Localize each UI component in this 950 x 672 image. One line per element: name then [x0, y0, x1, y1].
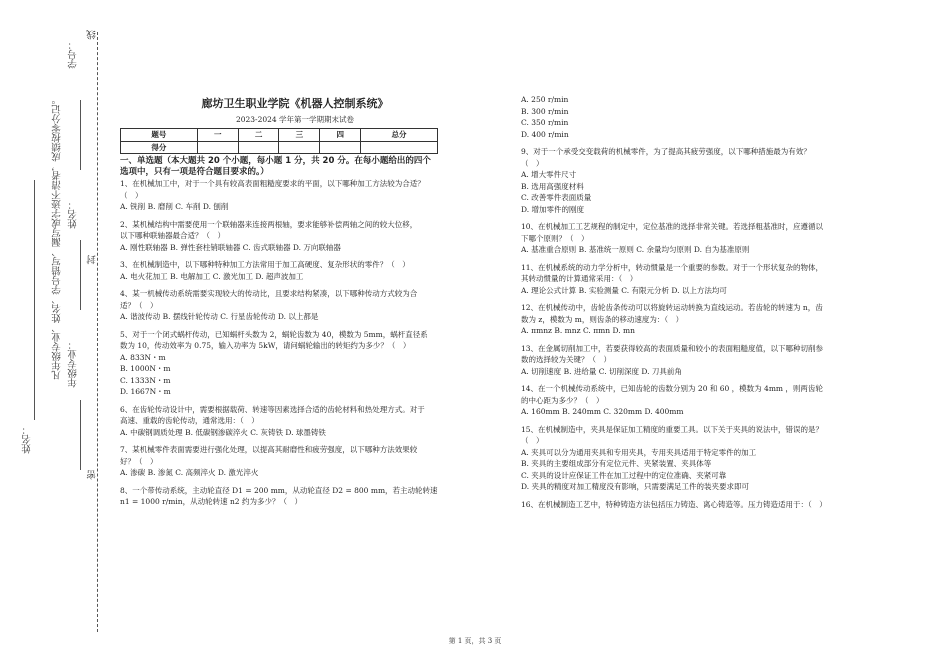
section-heading	[120, 156, 470, 178]
question-stem: 10、在机械加工工艺规程的制定中，定位基准的选择非常关键。若选择粗基准时，应遵循以	[521, 222, 824, 231]
question-stem: 好？（ ）	[120, 456, 158, 466]
binding-margin	[0, 0, 110, 672]
section-heading-line: 选项中，只有一项是符合题目要求的。）	[120, 167, 269, 177]
question-option: B. 选用高强度材料	[521, 181, 584, 191]
school-underline	[34, 180, 35, 420]
question-option: C. 350 r/min	[521, 118, 569, 127]
question-stem: 适？（ ）	[120, 300, 158, 310]
score-cell[interactable]	[279, 141, 320, 154]
question-option: A. 电火花加工 B. 电解加工 C. 激光加工 D. 超声波加工	[120, 271, 304, 281]
question-option: A. 渗碳 B. 渗氮 C. 高频淬火 D. 激光淬火	[120, 468, 259, 477]
question-stem: 13、在金属切削加工中，若要获得较高的表面质量和较小的表面粗糙度值，以下哪种切削参	[521, 343, 824, 353]
question-stem: 9、对于一个承受交变载荷的机械零件，为了提高其疲劳强度，以下哪种措施最为有效？	[521, 147, 811, 156]
question-stem: 的中心距为多少？（ ）	[521, 395, 604, 405]
question	[521, 262, 861, 297]
question	[120, 329, 470, 398]
score-header: 一	[197, 129, 238, 142]
question-stem: （ ）	[120, 190, 143, 200]
question-stem: 14、在一个机械传动系统中，已知齿轮的齿数分别为 20 和 60 ，模数为 4mm ，则两齿轮	[521, 384, 823, 393]
seal-mark-secret: 密	[87, 470, 98, 480]
question-stem: 3、在机械制造中，以下哪种特种加工方法常用于加工高硬度、复杂形状的零件？（ ）	[120, 260, 410, 269]
question	[521, 424, 861, 493]
question-option: A. 中碳钢调质处理 B. 低碳钢渗碳淬火 C. 灰铸铁 D. 球墨铸铁	[120, 427, 326, 437]
question-option: A. 基准重合原则 B. 基准统一原则 C. 余量均匀原则 D. 自为基准原则	[521, 245, 750, 254]
question-option: A. 833N・m	[120, 352, 166, 362]
question-stem: （ ）	[521, 158, 544, 168]
cut-line	[97, 32, 98, 632]
question	[120, 219, 470, 254]
score-cell[interactable]	[320, 141, 361, 154]
question-stem: 数的选择较为关键？（ ）	[521, 355, 611, 364]
question-option: A. 160mm B. 240mm C. 320mm D. 400mm	[521, 407, 684, 416]
question-option: A. 铣削 B. 磨削 C. 车削 D. 刨削	[120, 202, 229, 211]
question-stem: 2、某机械结构中需要使用一个联轴器来连接两根轴，要求能够补偿两轴之间的较大位移，	[120, 219, 418, 229]
question	[521, 221, 861, 256]
question	[521, 302, 861, 337]
question	[120, 444, 470, 479]
question-option: D. 增加零件的刚度	[521, 204, 585, 214]
question-stem: 其转动惯量的计算通常采用：（ ）	[521, 274, 638, 283]
question-stem: n1 = 1000 r/min，从动轮转速 n2 约为多少？（ ）	[120, 497, 302, 506]
question-stem: 5、对于一个闭式蜗杆传动，已知蜗杆头数为 2，蜗轮齿数为 40，模数为 5mm，蜗杆直径系	[120, 329, 428, 339]
question	[521, 383, 861, 418]
exam-title: 廊坊卫生职业学院《机器人控制系统》	[201, 97, 389, 110]
question-option: D. 400 r/min	[521, 129, 569, 139]
question-option: A. 刚性联轴器 B. 弹性套柱销联轴器 C. 齿式联轴器 D. 万向联轴器	[120, 242, 341, 252]
name-underline	[80, 240, 81, 310]
notice-text: 凡年级专业、姓名、学号错写、漏写或字迹不清者，成绩按零分记。	[52, 95, 63, 380]
question	[120, 288, 470, 323]
question-stem: 11、在机械系统的动力学分析中，转动惯量是一个重要的参数。对于一个形状复杂的物体，	[521, 262, 824, 272]
question-option: A. 切削速度 B. 进给量 C. 切削深度 D. 刀具前角	[521, 366, 682, 376]
class-label: 年级专业：	[68, 340, 79, 388]
question-option: C. 夹具的设计应保证工件在加工过程中的定位准确、夹紧可靠	[521, 470, 727, 480]
name-label: 姓名：	[68, 200, 79, 229]
id-label: 学号：	[68, 40, 79, 69]
question	[521, 499, 861, 511]
score-cell[interactable]	[238, 141, 279, 154]
question-stem: 7、某机械零件表面需要进行强化处理，以提高其耐磨性和疲劳强度，以下哪种方法效果较	[120, 445, 418, 454]
section-heading-line: 一、单选题（本大题共 20 个小题，每小题 1 分，共 20 分。在每小题给出的四个	[120, 156, 431, 166]
question-stem: 以下哪种联轴器最合适？（ ）	[120, 231, 225, 240]
page-footer: 第 1 页，共 3 页	[448, 637, 502, 645]
school-label: 姓名：	[22, 425, 33, 454]
question-option: D. 1667N・m	[120, 387, 171, 396]
question-stem: 12、在机械传动中，齿轮齿条传动可以将旋转运动转换为直线运动。若齿轮的转速为 n，齿	[521, 303, 823, 312]
score-table-score-row	[121, 141, 438, 154]
question-option: A. πmnz B. mnz C. πmn D. mn	[521, 326, 635, 335]
seal-mark-seal: 封	[87, 255, 98, 265]
id-underline	[80, 100, 81, 170]
question	[120, 259, 470, 282]
question-stem: 6、在齿轮传动设计中，需要根据载荷、转速等因素选择合适的齿轮材料和热处理方式。对于	[120, 404, 425, 414]
score-table-header-row	[121, 129, 438, 142]
question-stem: 高速、重载的齿轮传动，通常选用：（ ）	[120, 416, 259, 425]
left-column	[120, 96, 470, 508]
question-option: A. 理论公式计算 B. 实验测量 C. 有限元分析 D. 以上方法均可	[521, 285, 727, 295]
question-option: C. 改善零件表面质量	[521, 193, 592, 202]
question-option: B. 夹具的主要组成部分有定位元件、夹紧装置、夹具体等	[521, 459, 712, 468]
question-option: A. 夹具可以分为通用夹具和专用夹具，专用夹具适用于特定零件的加工	[521, 447, 757, 457]
score-table	[120, 128, 438, 154]
question	[120, 485, 470, 508]
question	[521, 146, 861, 215]
question-stem: 8、一个带传动系统，主动轮直径 D1 = 200 mm，从动轮直径 D2 = 800 mm，若主动轮转速	[120, 485, 438, 495]
question	[521, 94, 861, 140]
question-option: A. 增大零件尺寸	[521, 170, 577, 179]
question	[120, 404, 470, 439]
question-option: A. 250 r/min	[521, 95, 569, 104]
score-row-label: 得分	[121, 141, 198, 154]
right-question-list	[521, 94, 861, 510]
score-cell[interactable]	[197, 141, 238, 154]
left-question-list	[120, 178, 470, 508]
question	[521, 343, 861, 378]
score-header: 二	[238, 129, 279, 142]
question-stem: 数为 10，传动效率为 0.75，输入功率为 5kW，请问蜗轮输出的转矩约为多少？（ ）	[120, 341, 411, 350]
score-header: 总分	[361, 129, 438, 142]
question-stem: 下哪个原则？（ ）	[521, 233, 589, 243]
seal-mark-line: 线	[87, 30, 98, 40]
score-header: 三	[279, 129, 320, 142]
question-stem: （ ）	[521, 436, 544, 445]
question-stem: 1、在机械加工中，对于一个具有较高表面粗糙度要求的平面，以下哪种加工方法较为合适？	[120, 179, 425, 188]
score-cell[interactable]	[361, 141, 438, 154]
score-header: 题号	[121, 129, 198, 142]
question-stem: 数为 z，模数为 m，则齿条的移动速度为：（ ）	[521, 314, 684, 324]
question-option: D. 夹具的精度对加工精度没有影响，只需要满足工件的装夹要求即可	[521, 482, 750, 491]
question-stem: 15、在机械制造中，夹具是保证加工精度的重要工具。以下关于夹具的说法中，错误的是？	[521, 424, 824, 434]
question-option: C. 1333N・m	[120, 375, 171, 385]
question-option: B. 300 r/min	[521, 106, 569, 116]
question-option: B. 1000N・m	[120, 364, 171, 373]
question	[120, 178, 470, 213]
class-underline	[80, 400, 81, 470]
score-header: 四	[320, 129, 361, 142]
question-stem: 4、某一机械传动系统需要实现较大的传动比，且要求结构紧凑，以下哪种传动方式较为合	[120, 289, 418, 298]
question-option: A. 谐波传动 B. 摆线针轮传动 C. 行星齿轮传动 D. 以上都是	[120, 312, 319, 321]
exam-subtitle: 2023-2024 学年第一学期期末试卷	[235, 114, 355, 124]
question-stem: 16、在机械制造工艺中，特种铸造方法包括压力铸造、离心铸造等。压力铸造适用于：（ ）	[521, 499, 827, 509]
right-column	[521, 94, 861, 510]
